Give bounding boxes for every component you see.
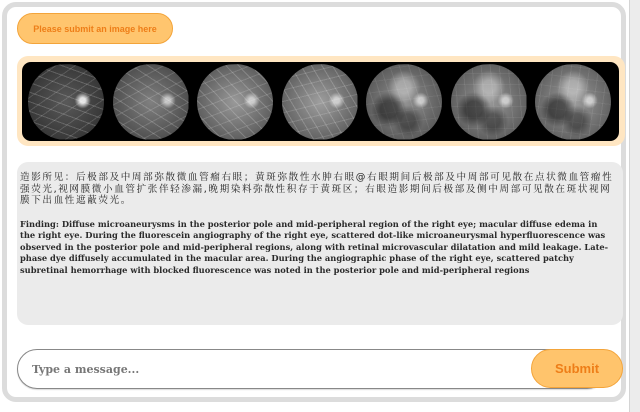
fundus-image [28, 64, 104, 140]
fundus-image [113, 64, 189, 140]
upload-image-button[interactable]: Please submit an image here [17, 13, 173, 44]
fundus-image [282, 64, 358, 140]
fundus-image [366, 64, 442, 140]
fundus-image [197, 64, 273, 140]
report-english-text: Finding: Diffuse microaneurysms in the posterior pole and mid-peripheral region of the right eye; macular diffuse edema in the right eye. During the fluorescein angiography of the right eye, scattered dot-like microaneurysmal hyperfluorescence was observed in the posterior pole and mid-peripheral regions, along with retinal microvascular dilatation and mild leakage. Late-phase dye diffusely accumulated in the macular area. During the angiographic phase of the right eye, scattered patchy subretinal hemorrhage with blocked fluorescence was noted in the posterior pole and mid-peripheral regions [20, 218, 609, 275]
window-scrollbar-track[interactable] [629, 0, 640, 412]
report-panel [17, 162, 623, 325]
message-input[interactable] [17, 349, 607, 389]
fundus-image-strip [22, 62, 619, 141]
submit-button[interactable]: Submit [531, 349, 623, 388]
report-chinese-text: 造影所见：后极部及中周部弥散微血管瘤右眼；黄斑弥散性水肿右眼@右眼期间后极部及中周部可见散在点状微血管瘤性强荧光,视网膜微小血管扩张伴轻渗漏,晚期染料弥散性积存于黄斑区；右眼造影期间后极部及侧中周部可见散在斑状视网膜下出血性遮蔽荧光。 [20, 172, 614, 206]
image-strip-container [17, 56, 625, 146]
fundus-image [535, 64, 611, 140]
fundus-image [451, 64, 527, 140]
